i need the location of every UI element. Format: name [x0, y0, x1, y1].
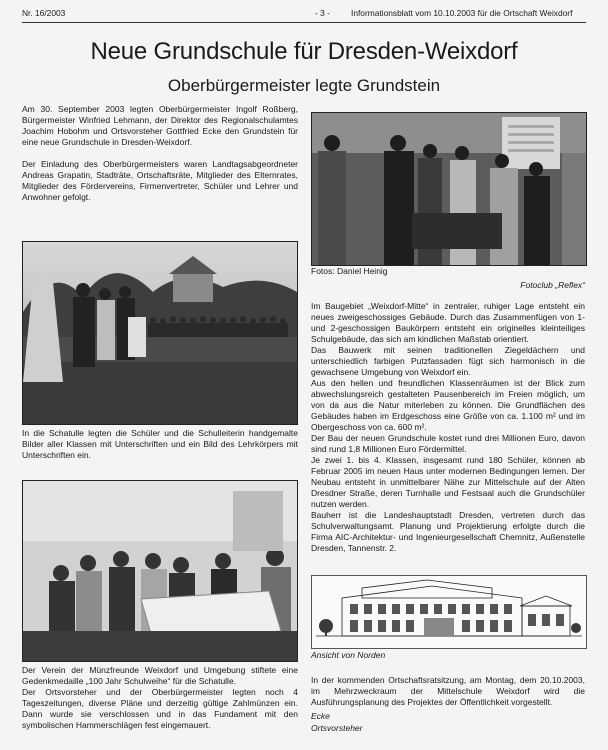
article-title: Neue Grundschule für Dresden-Weixdorf — [90, 38, 518, 65]
publication-line: Informationsblatt vom 10.10.2003 für die Ortschaft Weixdorf — [351, 8, 573, 18]
page-number: - 3 - — [315, 8, 330, 18]
page-header — [22, 6, 586, 23]
intro-paragraph: Am 30. September 2003 legten Oberbürgermeister Ingolf Roßberg, Bürgermeister Winfried Lehmann, der Direktor des Regionalschulamtes Joachim Hobohm und Ortsvorsteher Gottfried Ecke den Grundstein für eine neue Grundschule in Dresden-Weixdorf. — [22, 104, 298, 147]
photo-credit: Fotos: Daniel Heinig — [311, 266, 388, 276]
medal-caption: Der Verein der Münzfreunde Weixdorf und Umgebung stiftete eine Gedenkmedaille „100 Jahr Schulweihe“ für die Schatulle. — [22, 665, 298, 686]
sketch-caption: Ansicht von Norden — [311, 650, 386, 660]
box-caption-text — [22, 665, 298, 731]
main-body-text — [311, 301, 585, 554]
invitation-paragraph: Der Einladung des Oberbürgermeisters waren Landtagsabgeordneter Andreas Grapatin, Stadträte, Ortschaftsräte, Mitglieder des Elternrates, Mitglieder des Fördervereins, Firmenvertreter, Schüler und Lehrer und Anwohner gefolgt. — [22, 159, 298, 202]
ceremony-photo — [311, 112, 587, 266]
crowd-caption: In die Schatulle legten die Schüler und die Schulleiterin handgemalte Bilder aller Klassen mit Unterschriften und ein Bild des Lehrkörpers mit Unterschriften ein. — [22, 428, 298, 460]
body-paragraph-2: Das Bauwerk mit seinen traditionellen Ziegeldächern und unterschiedlich farbigen Putzfassaden fügt sich harmonisch in die gewachsene Umgebung von Weixdorf ein. — [311, 345, 585, 377]
photo-club: Fotoclub „Reflex“ — [520, 280, 585, 290]
signature-name: Ecke — [311, 711, 330, 721]
building-elevation-drawing — [311, 575, 587, 649]
signature-role: Ortsvorsteher — [311, 723, 363, 733]
crowd-photo-icon — [23, 242, 297, 424]
building-elevation-icon — [312, 576, 586, 648]
article-subtitle: Oberbürgermeister legte Grundstein — [167, 76, 441, 95]
body-paragraph-4: Der Bau der neuen Grundschule kostet rund drei Millionen Euro, davon sind rund 1,8 Millionen Euro Fördermittel. — [311, 433, 585, 454]
body-paragraph-5: Je zwei 1. bis 4. Klassen, insgesamt rund 180 Schüler, können ab Februar 2005 im neuen Haus unter modernen Bedingungen lernen. Der Neubau entsteht in unmittelbarer Nähe zur Mittelschule auf der Alten Dresdner Straße, deren Turnhalle und Festsaal auch die Grundschüler nutzen werden. — [311, 455, 585, 509]
intro-text — [22, 104, 298, 203]
meeting-notice: In der kommenden Ortschaftsratsitzung, am Montag, dem 20.10.2003, im Mehrzweckraum der Mittelschule Weixdorf wird die Ausführungsplanung des Projektes der Öffentlichkeit vorgestellt. — [311, 675, 585, 707]
box-caption: Der Ortsvorsteher und der Oberbürgermeister legten noch 4 Tageszeitungen, diverse Pläne und derzeitig gültige Zahlmünzen ein. Dann wurde sie verschlossen und in das Fundament mit den symbolischen Hammerschlägen fest eingemauert. — [22, 687, 298, 730]
body-paragraph-6: Bauherr ist die Landeshauptstadt Dresden, vertreten durch das Schulverwaltungsamt. Planung und Projektierung erfolgte durch die Firma AIC-Architektur- und Ingenieurgesellschaft Chemnitz, Außenstelle Dresden, Tannenstr. 2. — [311, 510, 585, 553]
time-capsule-photo-icon — [23, 481, 297, 661]
body-paragraph-3: Aus den hellen und freundlichen Klassenräumen ist der Blick zum abwechslungsreich gestalteten Pausenbereich im Freien möglich, um von da aus die Natur miterleben zu können. Die Grundflächen des Gebäudes haben im Erdgeschoss eine Größe von ca. 1.100 m² und im Obergeschoss von ca. 600 m². — [311, 378, 585, 432]
issue-number: Nr. 16/2003 — [22, 8, 66, 18]
body-paragraph-1: Im Baugebiet „Weixdorf-Mitte“ in zentraler, ruhiger Lage entsteht ein neues zweigeschossiges Gebäude. Durch das Zusammenfügen von 1- und 2-geschossigen Baukörpern entsteht ein originelles kleinteiliges Schulgebäude, das sich am kindlichen Maßstab orientiert. — [311, 301, 585, 344]
time-capsule-photo — [22, 480, 298, 662]
ceremony-photo-icon — [312, 113, 586, 265]
crowd-photo — [22, 241, 298, 425]
